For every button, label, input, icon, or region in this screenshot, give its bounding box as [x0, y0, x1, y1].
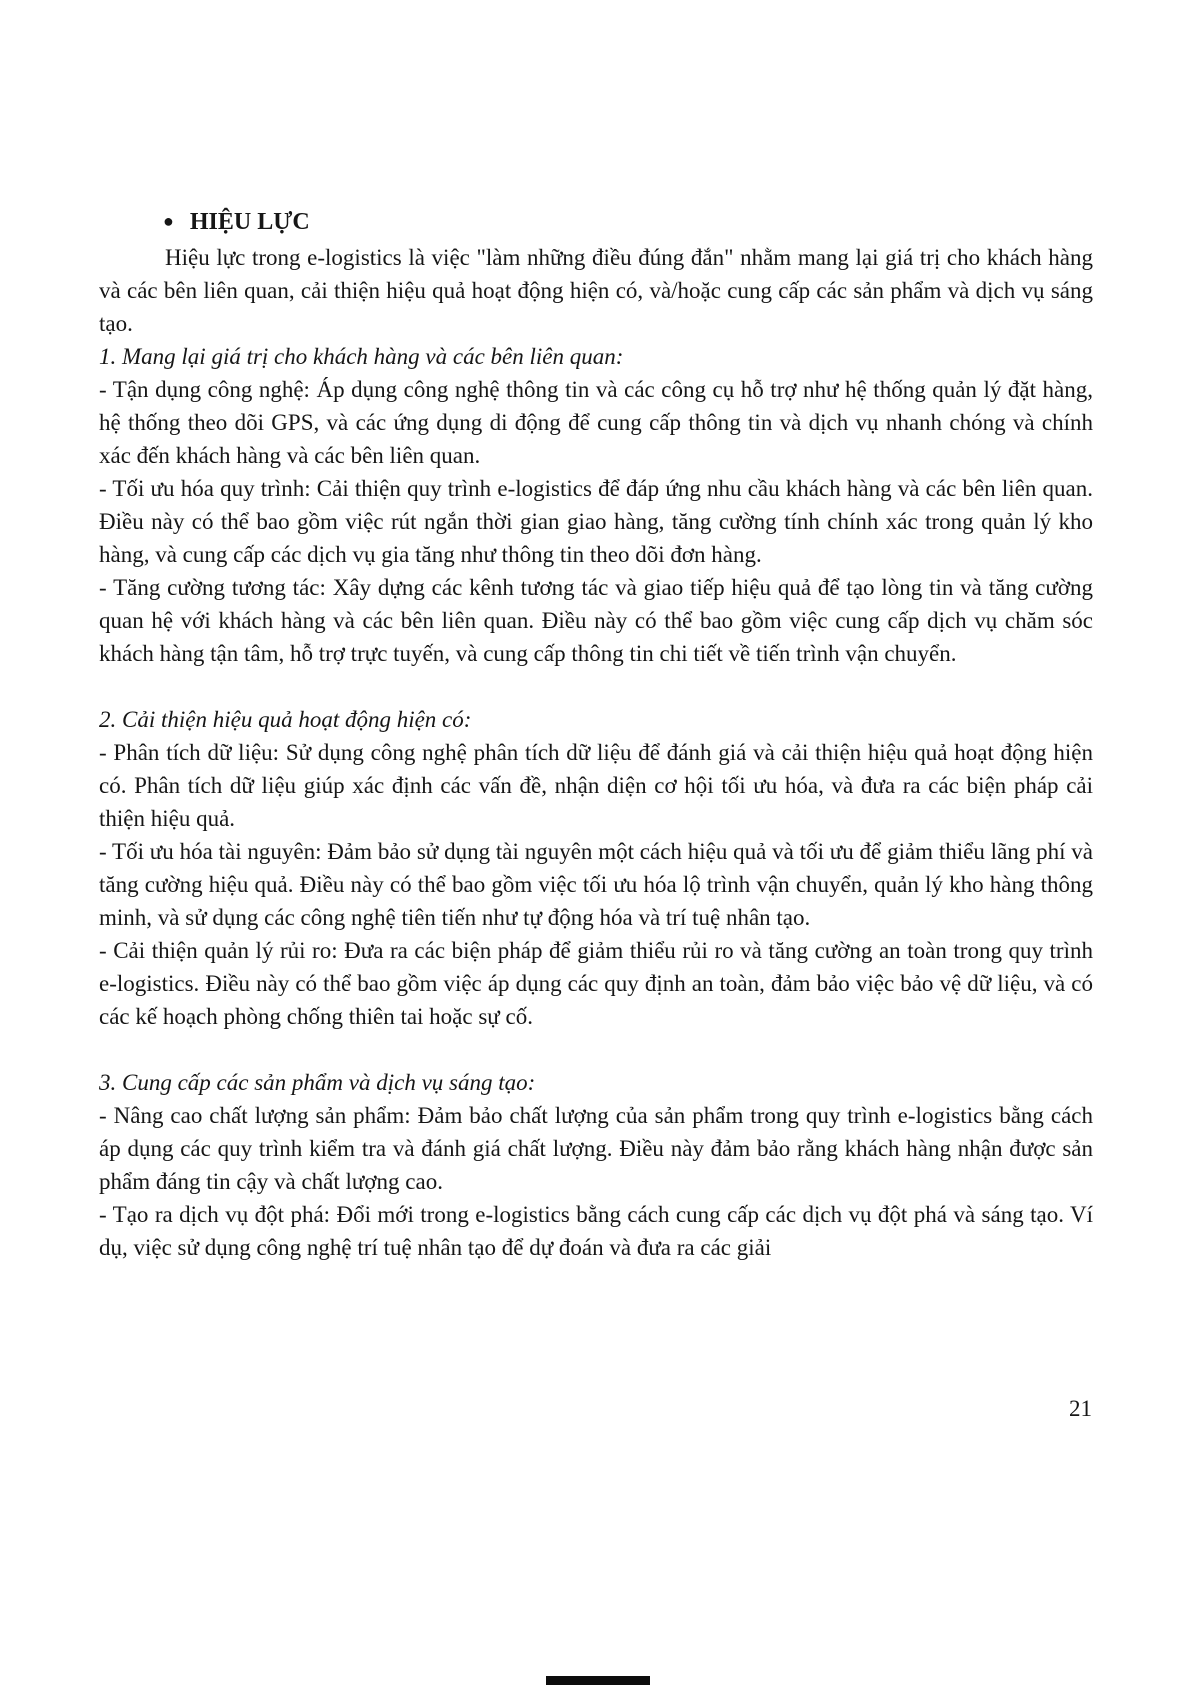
section-heading-text: HIỆU LỰC — [189, 209, 310, 235]
page-content — [99, 206, 1093, 1264]
paragraph: - Nâng cao chất lượng sản phẩm: Đảm bảo chất lượng của sản phẩm trong quy trình e-logistics bằng cách áp dụng các quy trình kiểm tra và đánh giá chất lượng. Điều này đảm bảo rằng khách hàng nhận được sản phẩm đáng tin cậy và chất lượng cao. — [99, 1103, 1093, 1194]
paragraph: - Tối ưu hóa tài nguyên: Đảm bảo sử dụng tài nguyên một cách hiệu quả và tối ưu để giảm thiểu lãng phí và tăng cường hiệu quả. Điều này có thể bao gồm việc tối ưu hóa lộ trình vận chuyển, quản lý kho hàng thông minh, và sử dụng các công nghệ tiên tiến như tự động hóa và trí tuệ nhân tạo. — [99, 839, 1093, 930]
paragraph: - Tận dụng công nghệ: Áp dụng công nghệ thông tin và các công cụ hỗ trợ như hệ thống quản lý đặt hàng, hệ thống theo dõi GPS, và các ứng dụng di động để cung cấp thông tin và dịch vụ nhanh chóng và chính xác đến khách hàng và các bên liên quan. — [99, 377, 1093, 468]
paragraph: - Cải thiện quản lý rủi ro: Đưa ra các biện pháp để giảm thiểu rủi ro và tăng cường an toàn trong quy trình e-logistics. Điều này có thể bao gồm việc áp dụng các quy định an toàn, đảm bảo việc bảo vệ dữ liệu, và có các kế hoạch phòng chống thiên tai hoặc sự cố. — [99, 938, 1093, 1029]
page-number: 21 — [1069, 1396, 1092, 1421]
bottom-edge-artifact — [546, 1676, 650, 1685]
paragraph: - Tạo ra dịch vụ đột phá: Đổi mới trong e-logistics bằng cách cung cấp các dịch vụ đột phá và sáng tạo. Ví dụ, việc sử dụng công nghệ trí tuệ nhân tạo để dự đoán và đưa ra các giải — [99, 1202, 1093, 1260]
subsection-heading-2: 2. Cải thiện hiệu quả hoạt động hiện có: — [99, 707, 472, 732]
subsection-heading-3: 3. Cung cấp các sản phẩm và dịch vụ sáng tạo: — [99, 1070, 536, 1095]
paragraph: - Tối ưu hóa quy trình: Cải thiện quy trình e-logistics để đáp ứng nhu cầu khách hàng và các bên liên quan. Điều này có thể bao gồm việc rút ngắn thời gian giao hàng, tăng cường tính chính xác trong quản lý kho hàng, và cung cấp các dịch vụ gia tăng như thông tin theo dõi đơn hàng. — [99, 476, 1093, 567]
paragraph: - Tăng cường tương tác: Xây dựng các kênh tương tác và giao tiếp hiệu quả để tạo lòng tin và tăng cường quan hệ với khách hàng và các bên liên quan. Điều này có thể bao gồm việc cung cấp dịch vụ chăm sóc khách hàng tận tâm, hỗ trợ trực tuyến, và cung cấp thông tin chi tiết về tiến trình vận chuyển. — [99, 575, 1093, 666]
section-heading — [99, 206, 1093, 240]
subsection-heading-1: 1. Mang lại giá trị cho khách hàng và các bên liên quan: — [99, 344, 624, 369]
paragraph: - Phân tích dữ liệu: Sử dụng công nghệ phân tích dữ liệu để đánh giá và cải thiện hiệu quả hoạt động hiện có. Phân tích dữ liệu giúp xác định các vấn đề, nhận diện cơ hội tối ưu hóa, và đưa ra các biện pháp cải thiện hiệu quả. — [99, 740, 1093, 831]
bullet-icon: ● — [163, 211, 174, 231]
paragraph-intro: Hiệu lực trong e-logistics là việc "làm những điều đúng đắn" nhằm mang lại giá trị cho khách hàng và các bên liên quan, cải thiện hiệu quả hoạt động hiện có, và/hoặc cung cấp các sản phẩm và dịch vụ sáng tạo. — [99, 245, 1093, 336]
